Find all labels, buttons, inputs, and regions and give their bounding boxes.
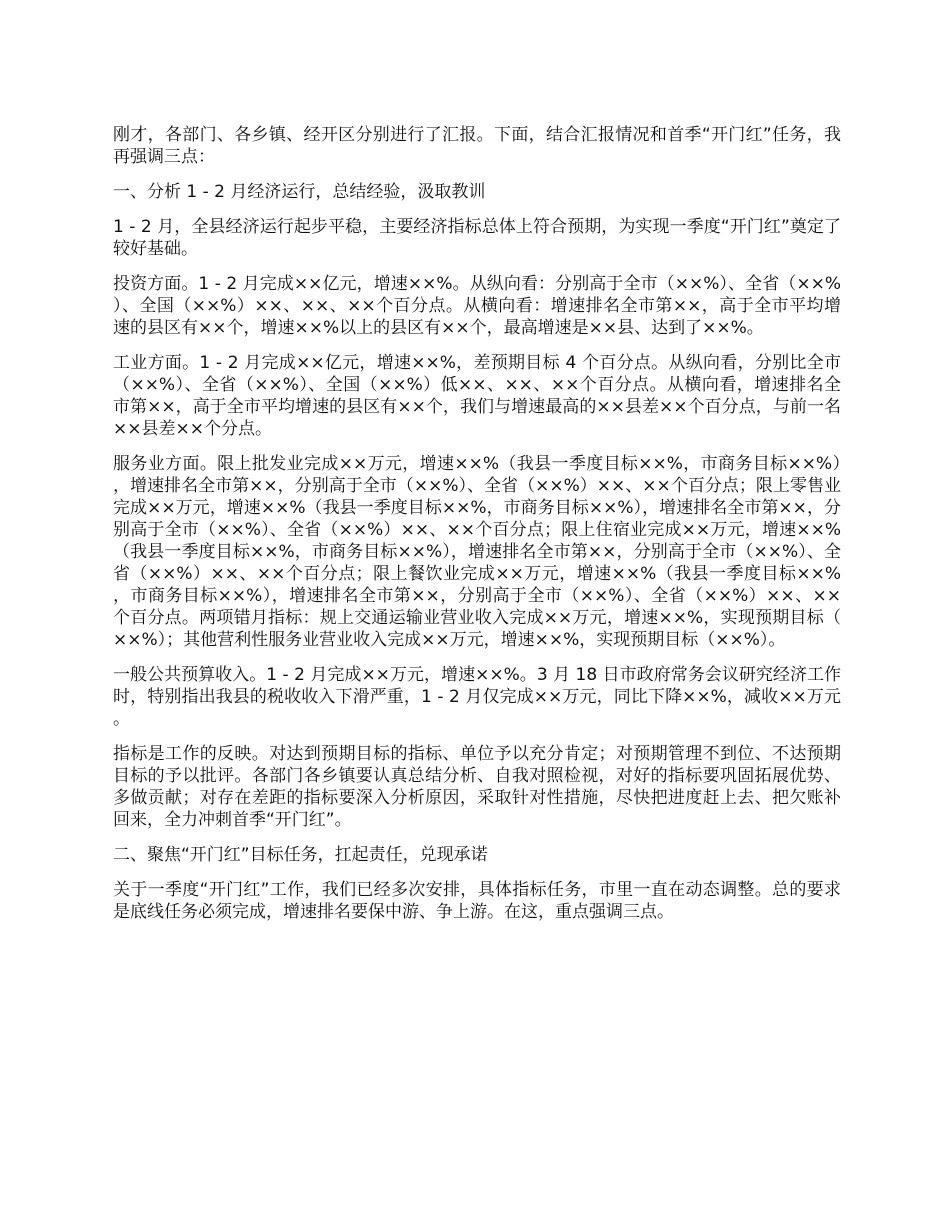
q1-task-paragraph: 关于一季度“开门红”工作，我们已经多次安排，具体指标任务，市里一直在动态调整。总的要求是底线任务必须完成，增速排名要保中游、争上游。在这，重点强调三点。 xyxy=(113,880,841,922)
services-paragraph: 服务业方面。限上批发业完成××万元，增速××%（我县一季度目标××%，市商务目标××%），增速排名全市第××，分别高于全市（××%）、全省（××%）××、××个百分点；限上零售业完成××万元，增速××%（我县一季度目标××%，市商务目标××%），增速排名全市第××，分别高于全市（××%）、全省（××%）××、××个百分点；限上住宿业完成××万元，增速××%（我县一季度目标××%，市商务目标××%），增速排名全市第××，分别高于全市（××%）、全省（××%）××、××个百分点；限上餐饮业完成××万元，增速××%（我县一季度目标××%，市商务目标××%），增速排名全市第××，分别高于全市（××%）、全省（××%）××、××个百分点。两项错月指标：规上交通运输业营业收入完成××万元，增速××%，实现预期目标（××%）；其他营利性服务业营业收入完成××万元，增速××%，实现预期目标（××%）。 xyxy=(113,454,841,650)
document-body xyxy=(113,124,841,936)
industry-paragraph: 工业方面。1 - 2 月完成××亿元，增速××%，差预期目标 4 个百分点。从纵向看，分别比全市（××%）、全省（××%）、全国（××%）低××、××、××个百分点。从横向看，增速排名全市第××，高于全市平均增速的县区有××个，我们与增速最高的××县差××个百分点，与前一名××县差××个分点。 xyxy=(113,353,841,439)
section-heading-1: 一、分析 1 - 2 月经济运行，总结经验，汲取教训 xyxy=(113,182,486,202)
intro-paragraph: 刚才，各部门、各乡镇、经开区分别进行了汇报。下面，结合汇报情况和首季“开门红”任务，我再强调三点： xyxy=(113,125,841,167)
section-heading-2: 二、聚焦“开门红”目标任务，扛起责任，兑现承诺 xyxy=(113,845,488,865)
budget-revenue-paragraph: 一般公共预算收入。1 - 2 月完成××万元，增速××%。3 月 18 日市政府常务会议研究经济工作时，特别指出我县的税收收入下滑严重，1 - 2 月仅完成××万元，同比下降××%，减收××万元。 xyxy=(113,665,841,729)
investment-paragraph: 投资方面。1 - 2 月完成××亿元，增速××%。从纵向看：分别高于全市（××%）、全省（××%）、全国（××%）××、××、××个百分点。从横向看：增速排名全市第××，高于全市平均增速的县区有××个，增速××%以上的县区有××个，最高增速是××县、达到了××%。 xyxy=(113,274,841,338)
overview-paragraph: 1 - 2 月，全县经济运行起步平稳，主要经济指标总体上符合预期，为实现一季度“开门红”奠定了较好基础。 xyxy=(113,217,841,259)
indicator-paragraph: 指标是工作的反映。对达到预期目标的指标、单位予以充分肯定；对预期管理不到位、不达预期目标的予以批评。各部门各乡镇要认真总结分析、自我对照检视，对好的指标要巩固拓展优势、多做贡献；对存在差距的指标要深入分析原因，采取针对性措施，尽快把进度赶上去、把欠账补回来，全力冲刺首季“开门红”。 xyxy=(113,744,841,830)
